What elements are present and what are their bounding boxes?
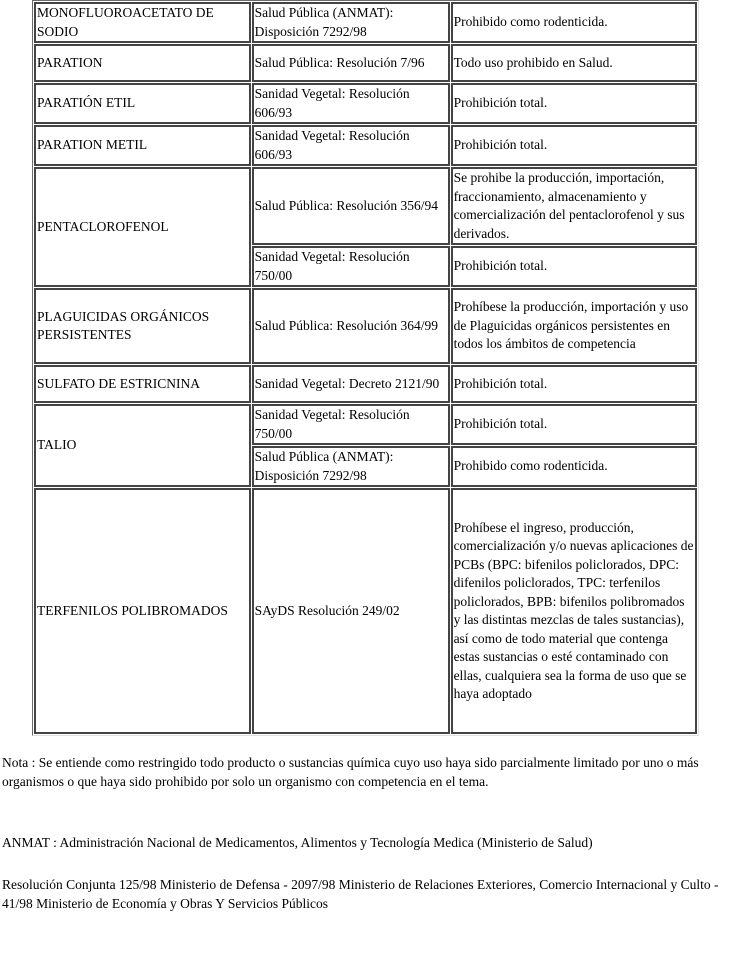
regulations-table	[32, 0, 699, 736]
status-cell: Prohibición total.	[451, 125, 697, 166]
substance-cell: TERFENILOS POLIBROMADOS	[34, 488, 251, 734]
norm-cell: Salud Pública (ANMAT): Disposición 7292/98	[252, 2, 450, 43]
status-cell: Prohibido como rodenticida.	[451, 446, 697, 487]
norm-cell: Salud Pública: Resolución 356/94	[252, 167, 450, 245]
norm-cell: Salud Pública: Resolución 364/99	[252, 288, 450, 364]
norm-cell: Sanidad Vegetal: Resolución 750/00	[252, 246, 450, 287]
status-cell: Prohibido como rodenticida.	[451, 2, 697, 43]
note-restricted: Nota : Se entiende como restringido todo producto o sustancias química cuyo uso haya sido parcialmente limitado por uno o más organismos o que haya sido prohibido por solo un organismo con competencia en el tema.	[2, 755, 699, 789]
substance-cell: PLAGUICIDAS ORGÁNICOS PERSISTENTES	[34, 288, 251, 364]
norm-cell: SAyDS Resolución 249/02	[252, 488, 450, 734]
status-cell: Prohibición total.	[451, 404, 697, 445]
norm-cell: Sanidad Vegetal: Resolución 606/93	[252, 125, 450, 166]
status-cell: Se prohibe la producción, importación, fraccionamiento, almacenamiento y comercialización del pentaclorofenol y sus derivados.	[451, 167, 697, 245]
table-row	[34, 167, 697, 245]
norm-cell: Salud Pública: Resolución 7/96	[252, 44, 450, 82]
table-row	[34, 404, 697, 445]
status-cell: Prohibición total.	[451, 246, 697, 287]
status-cell: Prohibición total.	[451, 83, 697, 124]
status-cell: Prohíbese el ingreso, producción, comercialización y/o nuevas aplicaciones de PCBs (BPC: bifenilos policlorados, DPC: difenilos policlorados, TPC: terfenilos policlorados, BPB: bifenilos polibromados y las distintas mezclas de tales sustancias), así como de todo material que contenga estas sustancias o esté contaminado con ellas, cualquiera sea la forma de uso que se haya adoptado	[451, 488, 697, 734]
note-anmat: ANMAT : Administración Nacional de Medicamentos, Alimentos y Tecnología Medica (Ministerio de Salud)	[2, 835, 593, 850]
table-row	[34, 2, 697, 43]
status-cell: Todo uso prohibido en Salud.	[451, 44, 697, 82]
substance-cell: PARATIÓN ETIL	[34, 83, 251, 124]
substance-cell: MONOFLUOROACETATO DE SODIO	[34, 2, 251, 43]
norm-cell: Sanidad Vegetal: Decreto 2121/90	[252, 365, 450, 403]
substance-cell: PARATION METIL	[34, 125, 251, 166]
substance-cell: PENTACLOROFENOL	[34, 167, 251, 287]
table-row	[34, 288, 697, 364]
substance-cell: TALIO	[34, 404, 251, 487]
table-row	[34, 125, 697, 166]
norm-cell: Sanidad Vegetal: Resolución 606/93	[252, 83, 450, 124]
norm-cell: Sanidad Vegetal: Resolución 750/00	[252, 404, 450, 445]
status-cell: Prohibición total.	[451, 365, 697, 403]
note-joint-resolution: Resolución Conjunta 125/98 Ministerio de Defensa - 2097/98 Ministerio de Relaciones Exteriores, Comercio Internacional y Culto - 41/98 Ministerio de Economía y Obras Y Servicios Públicos	[2, 877, 719, 911]
status-cell: Prohíbese la producción, importación y uso de Plaguicidas orgánicos persistentes en todos los ámbitos de competencia	[451, 288, 697, 364]
norm-cell: Salud Pública (ANMAT): Disposición 7292/98	[252, 446, 450, 487]
substance-cell: SULFATO DE ESTRICNINA	[34, 365, 251, 403]
table-row	[34, 83, 697, 124]
table-row	[34, 365, 697, 403]
table-row	[34, 44, 697, 82]
table-row	[34, 488, 697, 734]
substance-cell: PARATION	[34, 44, 251, 82]
